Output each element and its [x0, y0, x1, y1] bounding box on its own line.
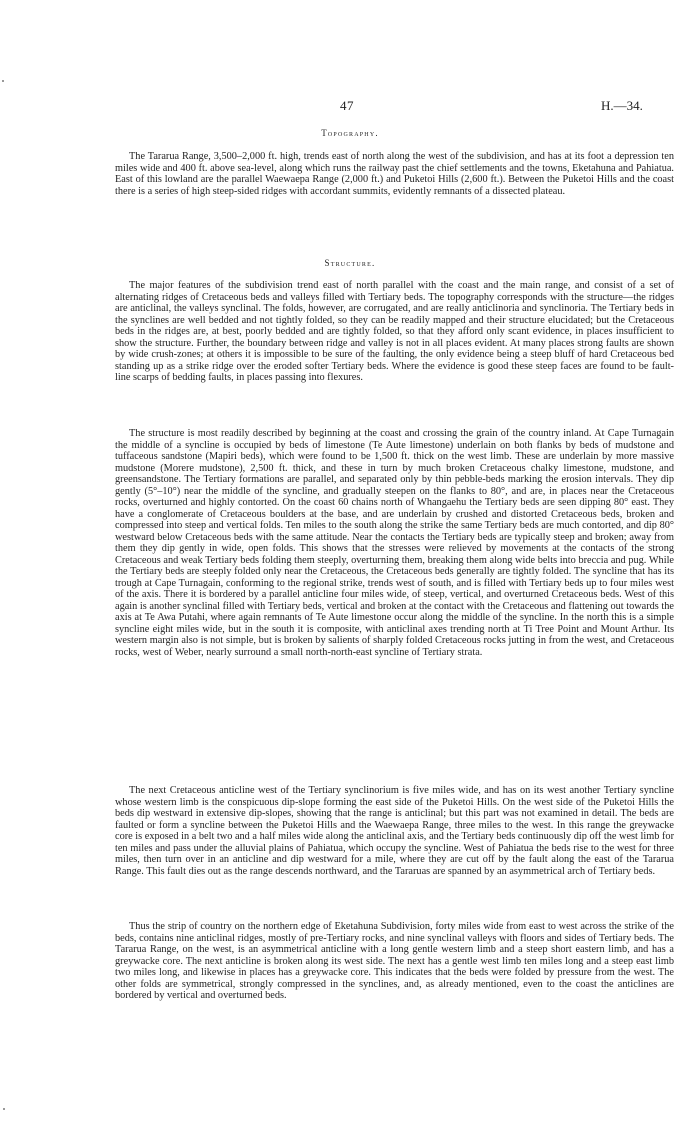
section-heading-topography: Topography.: [321, 128, 379, 138]
paragraph-structure-4: Thus the strip of country on the northern edge of Eketahuna Subdivision, forty miles wide from east to west across the strike of the beds, contains nine anticlinal ridges, mostly of pre-Tertiary rocks, and nine synclinal valleys with floors and sides of Tertiary beds. The Tararua Range, on the west, is an asymmetrical anticline with a long gentle western limb and a steep short eastern limb, and has a greywacke core. The next anticline is broken along its west side. The next has a gentle west limb ten miles long and a steep east limb two miles long, and likewise in places has a greywacke core. This indicates that the beds were folded by pressure from the west. The other folds are symmetrical, strongly compressed in the synclines, and, as already mentioned, even to the coast the anticlines are bordered by vertical and overturned beds.: [115, 921, 674, 1001]
section-heading-structure: Structure.: [324, 258, 376, 268]
paragraph-structure-1: The major features of the subdivision trend east of north parallel with the coast and the main range, and consist of a set of alternating ridges of Cretaceous beds and valleys filled with Tertiary beds. The topography corresponds with the structure—the ridges are anticlinal, the valleys synclinal. The folds, however, are corrugated, and are really anticlinoria and synclinoria. The Tertiary beds in the synclines are well bedded and not tightly folded, so they can be readily mapped and their structure elucidated; but the Cretaceous beds in the ridges are, at best, poorly bedded and are tightly folded, so that they afford only scant evidence, in places insufficient to show the structure. Further, the boundary between ridge and valley is not in all places evident. At many places strong faults are shown by wide crush-zones; at others it is impossible to be sure of the faulting, the only evidence being a steep bluff of hard Cretaceous bed standing up as a strike ridge over the eroded softer Tertiary beds. Where the evidence is good these steep faces are found to be fault-line scarps of bedding faults, in places passing into flexures.: [115, 280, 674, 383]
page-reference: H.—34.: [601, 98, 643, 113]
margin-mark: [3, 1108, 5, 1110]
margin-mark: [2, 80, 4, 82]
paragraph-structure-3: The next Cretaceous anticline west of the Tertiary synclinorium is five miles wide, and has on its west another Tertiary syncline whose western limb is the conspicuous dip-slope forming the east side of the Puketoi Hills. On the west side of the Puketoi Hills the beds dip westward in extensive dip-slopes, showing that the range is anticlinal; but this part was not examined in detail. The beds are faulted or form a syncline between the Puketoi Hills and the Waewaepa Range, three miles to the west. In this range the greywacke core is exposed in a belt two and a half miles wide along the anticlinal axis, and the Tertiary beds continuously dip off the west limb for ten miles and pass under the alluvial plains of Pahiatua, which occupy the syncline. West of Pahiatua the beds rise to the west for three miles, then turn over in an anticline and dip westward for a mile, where they are cut off by the fault along the east of the Tararua Range. This fault dies out as the range descends northward, and the Tararuas are spanned by an asymmetrical arch of Tertiary beds.: [115, 785, 674, 877]
paragraph-topography: The Tararua Range, 3,500–2,000 ft. high, trends east of north along the west of the subdivision, and has at its foot a depression ten miles wide and 400 ft. above sea-level, along which runs the railway past the chief settlements and the towns, Eketahuna and Pahiatua. East of this lowland are the parallel Waewaepa Range (2,000 ft.) and Puketoi Hills (2,600 ft.). Between the Puketoi Hills and the coast there is a series of high steep-sided ridges with accordant summits, evidently remnants of a dissected plateau.: [115, 151, 674, 197]
paragraph-structure-2: The structure is most readily described by beginning at the coast and crossing the grain of the country inland. At Cape Turnagain the middle of a syncline is occupied by beds of limestone (Te Aute limestone) underlain on both flanks by beds of mudstone and tuffaceous sandstone (Mapiri beds), which were found to be 1,500 ft. thick on the west limb. These are underlain by more massive mudstone (Morere mudstone), 2,500 ft. thick, and these in turn by much broken Cretaceous chalky limestone, mudstone, and greensandstone. The Tertiary formations are parallel, and separated only by thin pebble-beds marking the erosion intervals. They dip gently (5°–10°) near the middle of the syncline, and gradually steepen on the flanks to 80°, and are, in places near the Cretaceous rocks, overturned and highly contorted. On the coast 60 chains north of Whangaehu the Tertiary beds are seen dipping 80° east. They have a conglomerate of Cretaceous boulders at the base, and are underlain by crushed and distorted Cretaceous beds, broken and compressed into steep and vertical folds. Ten miles to the south along the strike the same Tertiary beds are much contorted, and dip 80° westward below Cretaceous beds with the same attitude. Near the contacts the Tertiary beds are typically steep and broken; away from them they dip gently in wide, open folds. This shows that the stresses were relieved by movements at the contacts of the strong Cretaceous and weak Tertiary beds folding them steeply, overturning them, breaking them along wide belts into breccia and pug. While the Tertiary beds are steeply folded only near the Cretaceous, the Cretaceous beds generally are tightly folded. The syncline that has its trough at Cape Turnagain, conforming to the regional strike, trends west of south, and is filled with Tertiary beds up to four miles west of the axis. There it is bordered by a parallel anticline four miles wide, of steep, vertical, and overturned Cretaceous beds. West of this again is another synclinal filled with Tertiary beds, vertical and broken at the contact with the Cretaceous and flattening out towards the axis at Te Awa Putahi, where again remnants of Te Aute limestone occur along the middle of the syncline. In the north this is a simple syncline eight miles wide, but in the south it is composite, with anticlinal axes trending north at Ti Tree Point and Mount Arthur. Its western margin also is not simple, but is broken by salients of sharply folded Cretaceous rocks jutting in from the west, and Cretaceous rocks, west of Weber, nearly surround a small north-north-east syncline of Tertiary strata.: [115, 428, 674, 658]
page-number: 47: [340, 98, 354, 113]
